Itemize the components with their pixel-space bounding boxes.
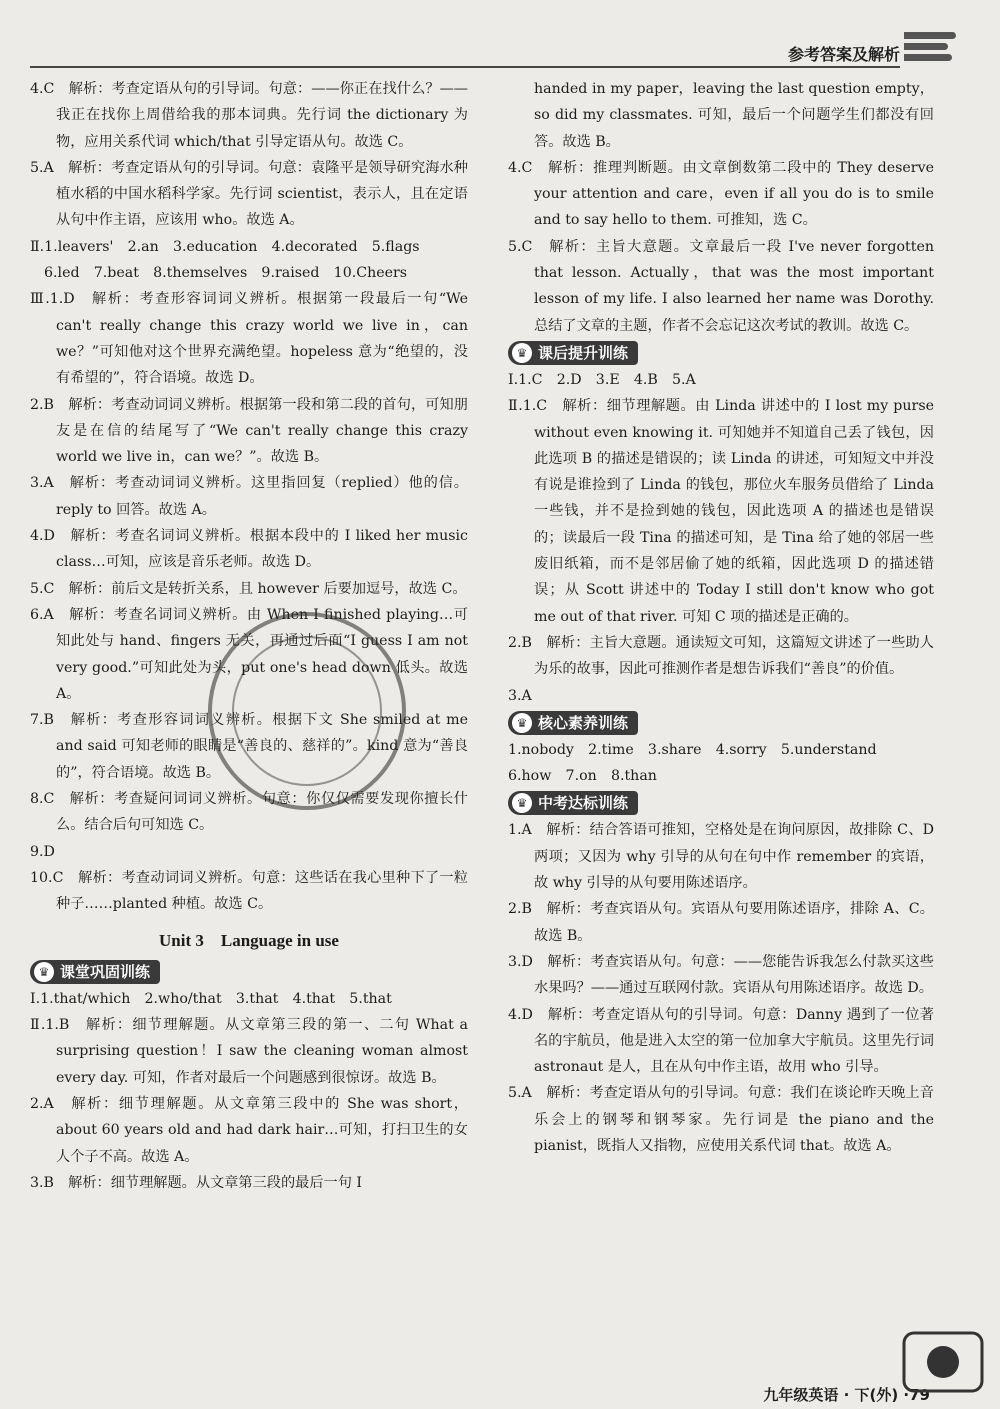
right-column	[508, 76, 934, 1159]
unit-title: Unit 3 Language in use	[159, 930, 339, 950]
answer-site-logo-icon	[900, 1327, 986, 1397]
answer-item: 4.D 解析：考查定语从句的引导词。句意：Danny 遇到了一位著名的宇航员，他是进入太空的第一位加拿大宇航员。这里先行词 astronaut 是人，且在从句中作主语，故用 who 引导。	[508, 1006, 934, 1076]
crown-icon: ♛	[512, 343, 532, 363]
answer-item: 1.nobody 2.time 3.share 4.sorry 5.understand	[508, 741, 877, 758]
answer-item: 1.A 解析：结合答语可推知，空格处是在询问原因，故排除 C、D 两项；又因为 why 引导的从句在句中作 remember 的宾语，故 why 引导的从句要用陈述语序。	[508, 822, 934, 892]
section-label-classroom: ♛ 课堂巩固训练	[30, 960, 160, 984]
header-rule	[30, 66, 900, 68]
answer-item: Ⅰ.1.C 2.D 3.E 4.B 5.A	[508, 371, 696, 388]
answer-item: 9.D	[30, 843, 55, 860]
answer-item: 2.B 解析：考查宾语从句。宾语从句要用陈述语序，排除 A、C。故选 B。	[508, 901, 934, 944]
answer-item: 3.B 解析：细节理解题。从文章第三段的最后一句 I	[30, 1174, 363, 1191]
answer-item: 5.C 解析：主旨大意题。文章最后一段 I've never forgotten that lesson. Actually，that was the most important lesson of my life. I also learned her name was Dorothy. 总结了文章的主题，作者不会忘记这次考试的教训。故选 C。	[508, 238, 934, 334]
crown-icon: ♛	[34, 962, 54, 982]
answer-item: 2.B 解析：考查动词词义辨析。根据第一段和第二段的首句，可知朋友是在信的结尾写了“We can't really change this crazy world we live in，can we？”。故选 B。	[30, 396, 468, 466]
answer-item: 4.C 解析：推理判断题。由文章倒数第二段中的 They deserve your attention and care，even if all you do is to smile and to say hello to them. 可推知，选 C。	[508, 159, 934, 229]
page-header	[20, 8, 980, 70]
answer-item: 3.A	[508, 687, 532, 704]
section-label-after-class: ♛ 课后提升训练	[508, 341, 638, 365]
answer-item: Ⅰ.1.that/which 2.who/that 3.that 4.that 5.that	[30, 990, 392, 1007]
answer-item: Ⅱ.1.C 解析：细节理解题。由 Linda 讲述中的 I lost my purse without even knowing it. 可知她并不知道自己丢了钱包，因此选项 B 的描述是错误的；读 Linda 的讲述，可知短文中并没有说是谁捡到了 Linda 的钱包，那位火车服务员借给了 Linda 一些钱，并不是捡到她的钱包，因此选项 A 的描述也是错误的；读最后一段 Tina 的描述可知，是 Tina 给了她的邻居一些废旧纸箱，而不是邻居偷了她的纸箱，因此选项 D 的描述错误；从 Scott 讲述中的 Today I still don't know who got me out of that river. 可知 C 项的描述是正确的。	[508, 398, 934, 625]
stacked-books-icon	[904, 32, 956, 72]
answer-item: 5.C 解析：前后文是转折关系，且 however 后要加逗号，故选 C。	[30, 580, 467, 597]
crown-icon: ♛	[512, 793, 532, 813]
answer-item: 3.A 解析：考查动词词义辨析。这里指回复（replied）他的信。reply to 回答。故选 A。	[30, 475, 468, 518]
answer-item: 7.B 解析：考查形容词词义辨析。根据下文 She smiled at me and said 可知老师的眼睛是“善良的、慈祥的”。kind 意为“善良的”，符合语境。故选 B。	[30, 712, 468, 781]
answer-item: 4.D 解析：考查名词词义辨析。根据本段中的 I liked her music class…可知，应该是音乐老师。故选 D。	[30, 528, 468, 571]
answer-item: Ⅲ.1.D 解析：考查形容词词义辨析。根据第一段最后一句“We can't really change this crazy world we live in，can we？”可知他对这个世界充满绝望。hopeless 意为“绝望的，没有希望的”，符合语境。故选 D。	[30, 291, 468, 387]
answer-item: handed in my paper，leaving the last question empty，so did my classmates. 可知，最后一个问题学生们都没有回答。故选 B。	[534, 81, 934, 150]
answer-item: Ⅱ.1.leavers' 2.an 3.education 4.decorated 5.flags	[30, 238, 420, 255]
answer-item: 5.A 解析：考查定语从句的引导词。句意：我们在谈论昨天晚上音乐会上的钢琴和钢琴家。先行词是 the piano and the pianist，既指人又指物，应使用关系代词 that。故选 A。	[508, 1085, 934, 1154]
answer-item: 6.A 解析：考查名词词义辨析。由 When I finished playing…可知此处与 hand、fingers 无关，再通过后面“I guess I am not very good.”可知此处为头，put one's head down 低头。故选 A。	[30, 606, 468, 702]
crown-icon: ♛	[512, 713, 532, 733]
answer-item: 2.B 解析：主旨大意题。通读短文可知，这篇短文讲述了一些助人为乐的故事，因此可推测作者是想告诉我们“善良”的价值。	[508, 634, 934, 678]
section-label-core: ♛ 核心素养训练	[508, 711, 638, 735]
header-title: 参考答案及解析	[787, 45, 900, 64]
answer-item: 10.C 解析：考查动词词义辨析。句意：这些话在我心里种下了一粒种子……planted 种植。故选 C。	[30, 869, 468, 913]
answer-item: 3.D 解析：考查宾语从句。句意：——您能告诉我怎么付款买这些水果吗？——通过互联网付款。宾语从句用陈述语序。故选 D。	[508, 953, 934, 997]
answer-item: 5.A 解析：考查定语从句的引导词。句意：袁隆平是领导研究海水种植水稻的中国水稻科学家。先行词 scientist，表示人，且在定语从句中作主语，应该用 who。故选 A。	[30, 159, 468, 229]
section-label-exam: ♛ 中考达标训练	[508, 791, 638, 815]
answer-item: Ⅱ.1.B 解析：细节理解题。从文章第三段的第一、二句 What a surprising question！I saw the cleaning woman almost every day. 可知，作者对最后一个问题感到很惊讶。故选 B。	[30, 1017, 468, 1086]
answer-item: 6.how 7.on 8.than	[508, 768, 657, 785]
page-footer: 九年级英语 · 下(外) ·79	[763, 1386, 930, 1404]
answer-item: 6.led 7.beat 8.themselves 9.raised 10.Cheers	[44, 265, 408, 282]
answer-item: 8.C 解析：考查疑问词词义辨析。句意：你仅仅需要发现你擅长什么。结合后句可知选 C。	[30, 791, 468, 834]
answer-item: 4.C 解析：考查定语从句的引导词。句意：——你正在找什么？——我正在找你上周借给我的那本词典。先行词 the dictionary 为物，应用关系代词 which/that 引导定语从句。故选 C。	[30, 81, 468, 150]
answer-item: 2.A 解析：细节理解题。从文章第三段中的 She was short，about 60 years old and had dark hair…可知，打扫卫生的女人个子不高。故选 A。	[30, 1095, 468, 1165]
